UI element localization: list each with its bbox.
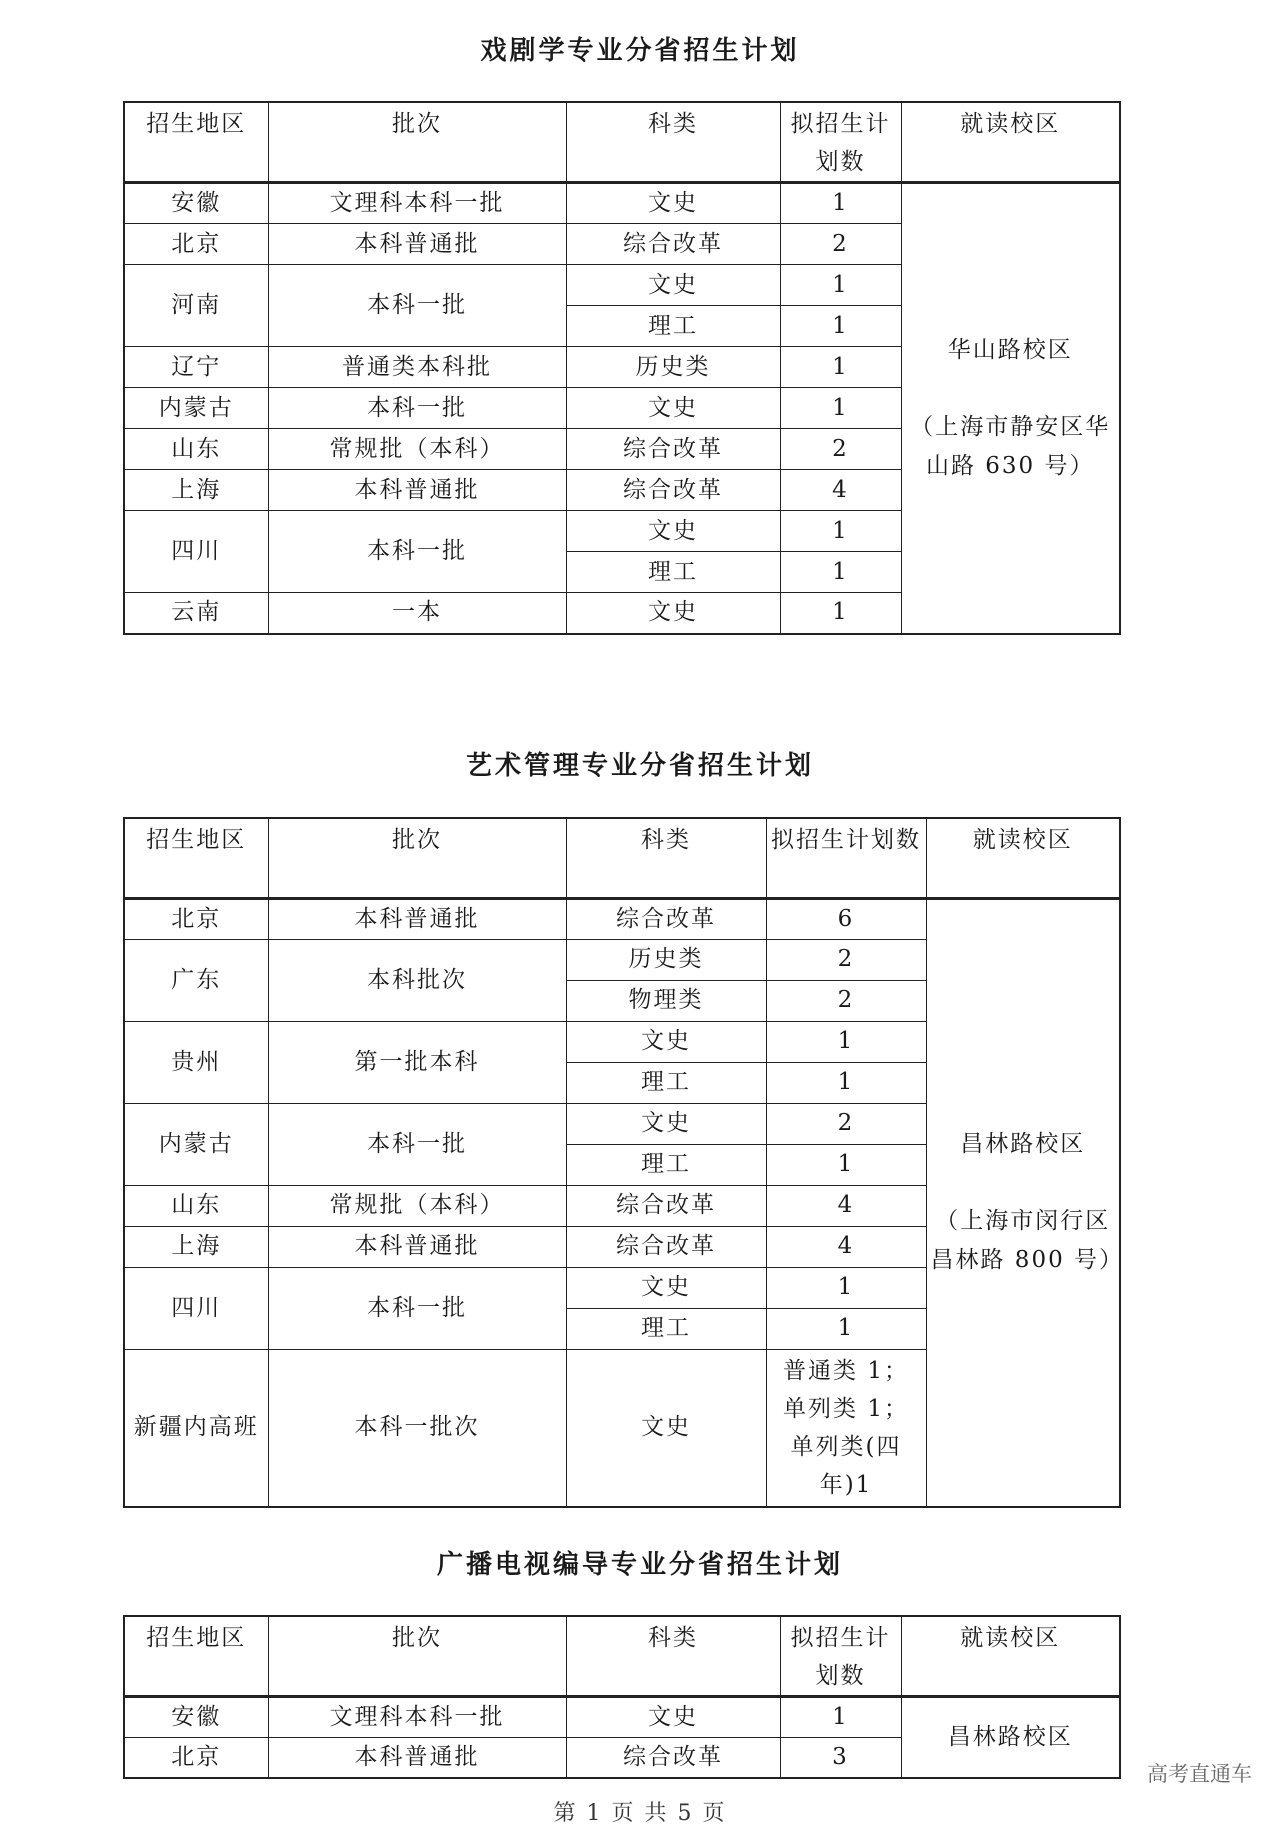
batch-cell: 文理科本科一批 xyxy=(268,1697,566,1738)
region-cell: 内蒙古 xyxy=(124,388,268,429)
count-cell: 4 xyxy=(766,1185,926,1226)
watermark-text: 高考直通车 xyxy=(1147,1762,1252,1786)
region-cell: 安徽 xyxy=(124,183,268,224)
category-cell: 文史 xyxy=(566,511,780,552)
category-cell: 历史类 xyxy=(566,939,766,980)
region-header: 招生地区 xyxy=(124,1616,268,1697)
count-cell: 1 xyxy=(780,388,901,429)
region-cell: 广东 xyxy=(124,939,268,1021)
batch-cell: 本科一批 xyxy=(268,265,566,347)
category-cell: 综合改革 xyxy=(566,1185,766,1226)
batch-cell: 常规批（本科） xyxy=(268,429,566,470)
campus-cell xyxy=(901,1697,1120,1779)
table-title: 艺术管理专业分省招生计划 xyxy=(465,751,814,781)
count-cell: 4 xyxy=(780,470,901,511)
region-cell: 北京 xyxy=(124,224,268,265)
category-cell: 文史 xyxy=(566,1697,780,1738)
region-cell: 新疆内高班 xyxy=(124,1349,268,1507)
count-cell: 1 xyxy=(766,1267,926,1308)
count-cell: 2 xyxy=(780,224,901,265)
category-cell: 文史 xyxy=(566,183,780,224)
campus-cell xyxy=(926,898,1125,1507)
batch-cell: 本科普通批 xyxy=(268,1226,566,1267)
batch-header: 批次 xyxy=(268,1616,566,1697)
count-cell: 1 xyxy=(780,511,901,552)
category-cell: 综合改革 xyxy=(566,429,780,470)
region-header: 招生地区 xyxy=(124,102,268,183)
region-cell: 四川 xyxy=(124,511,268,593)
count-header: 拟招生计划数 xyxy=(780,102,901,183)
campus-name: 华山路校区 xyxy=(947,336,1073,363)
count-cell: 2 xyxy=(766,980,926,1021)
count-cell: 普通类 1；单列类 1；单列类(四年)1 xyxy=(766,1349,926,1507)
category-cell: 理工 xyxy=(566,1144,766,1185)
category-cell: 理工 xyxy=(566,552,780,593)
batch-cell: 一本 xyxy=(268,593,566,634)
campus-name: 昌林路校区 xyxy=(960,1131,1086,1158)
category-cell: 文史 xyxy=(566,265,780,306)
batch-cell: 本科普通批 xyxy=(268,224,566,265)
category-cell: 综合改革 xyxy=(566,224,780,265)
count-cell: 2 xyxy=(766,939,926,980)
count-cell: 1 xyxy=(766,1144,926,1185)
batch-cell: 本科一批 xyxy=(268,1267,566,1349)
region-cell: 四川 xyxy=(124,1267,268,1349)
region-cell: 上海 xyxy=(124,470,268,511)
header-row xyxy=(124,818,1120,898)
region-cell: 辽宁 xyxy=(124,347,268,388)
count-cell: 1 xyxy=(780,347,901,388)
count-cell: 1 xyxy=(780,265,901,306)
batch-header: 批次 xyxy=(268,818,566,898)
batch-cell: 本科一批 xyxy=(268,1103,566,1185)
campus-header: 就读校区 xyxy=(901,1616,1120,1697)
batch-cell: 本科批次 xyxy=(268,939,566,1021)
campus-cell xyxy=(901,183,1120,634)
region-header: 招生地区 xyxy=(124,818,268,898)
count-header: 拟招生计划数 xyxy=(780,1616,901,1697)
category-header: 科类 xyxy=(566,818,766,898)
category-cell: 理工 xyxy=(566,1308,766,1349)
table-title: 广播电视编导专业分省招生计划 xyxy=(436,1550,843,1580)
region-cell: 安徽 xyxy=(124,1697,268,1738)
category-header: 科类 xyxy=(566,102,780,183)
count-cell: 2 xyxy=(780,429,901,470)
count-cell: 6 xyxy=(766,898,926,939)
batch-cell: 本科普通批 xyxy=(268,1738,566,1779)
region-cell: 北京 xyxy=(124,898,268,939)
count-cell: 1 xyxy=(780,183,901,224)
batch-cell: 本科一批 xyxy=(268,388,566,429)
category-cell: 文史 xyxy=(566,593,780,634)
table-row xyxy=(124,183,1120,224)
count-cell: 1 xyxy=(780,306,901,347)
count-cell: 4 xyxy=(766,1226,926,1267)
batch-cell: 文理科本科一批 xyxy=(268,183,566,224)
campus-address: （上海市闵行区昌林路 800 号） xyxy=(930,1208,1125,1274)
count-cell: 1 xyxy=(780,593,901,634)
enrollment-table xyxy=(123,101,1121,635)
header-row xyxy=(124,1616,1120,1697)
count-cell: 3 xyxy=(780,1738,901,1779)
campus-header: 就读校区 xyxy=(926,818,1120,898)
count-cell: 1 xyxy=(766,1308,926,1349)
enrollment-table xyxy=(123,1615,1121,1779)
batch-cell: 普通类本科批 xyxy=(268,347,566,388)
category-cell: 文史 xyxy=(566,1021,766,1062)
campus-header: 就读校区 xyxy=(901,102,1120,183)
category-cell: 文史 xyxy=(566,1103,766,1144)
count-cell: 1 xyxy=(780,1697,901,1738)
category-cell: 文史 xyxy=(566,1349,766,1507)
region-cell: 北京 xyxy=(124,1738,268,1779)
category-cell: 综合改革 xyxy=(566,898,766,939)
category-cell: 历史类 xyxy=(566,347,780,388)
table-row xyxy=(124,898,1120,939)
batch-cell: 本科一批 xyxy=(268,511,566,593)
region-cell: 上海 xyxy=(124,1226,268,1267)
region-cell: 河南 xyxy=(124,265,268,347)
enrollment-table xyxy=(123,817,1125,1508)
campus-name: 昌林路校区 xyxy=(947,1724,1073,1750)
category-header: 科类 xyxy=(566,1616,780,1697)
category-cell: 文史 xyxy=(566,1267,766,1308)
count-cell: 1 xyxy=(766,1021,926,1062)
region-cell: 内蒙古 xyxy=(124,1103,268,1185)
batch-cell: 本科普通批 xyxy=(268,898,566,939)
region-cell: 山东 xyxy=(124,1185,268,1226)
category-cell: 综合改革 xyxy=(566,1226,766,1267)
batch-cell: 本科普通批 xyxy=(268,470,566,511)
page-footer: 第 1 页 共 5 页 xyxy=(553,1801,727,1826)
region-cell: 云南 xyxy=(124,593,268,634)
region-cell: 贵州 xyxy=(124,1021,268,1103)
category-cell: 理工 xyxy=(566,306,780,347)
count-header: 拟招生计划数 xyxy=(766,818,926,898)
batch-cell: 第一批本科 xyxy=(268,1021,566,1103)
batch-cell: 本科一批次 xyxy=(268,1349,566,1507)
category-cell: 综合改革 xyxy=(566,1738,780,1779)
table-title: 戏剧学专业分省招生计划 xyxy=(480,36,800,66)
batch-header: 批次 xyxy=(268,102,566,183)
campus-address: （上海市静安区华山路 630 号） xyxy=(910,413,1111,479)
category-cell: 文史 xyxy=(566,388,780,429)
count-cell: 1 xyxy=(780,552,901,593)
count-cell: 1 xyxy=(766,1062,926,1103)
category-cell: 理工 xyxy=(566,1062,766,1103)
category-cell: 物理类 xyxy=(566,980,766,1021)
category-cell: 综合改革 xyxy=(566,470,780,511)
header-row xyxy=(124,102,1120,183)
batch-cell: 常规批（本科） xyxy=(268,1185,566,1226)
region-cell: 山东 xyxy=(124,429,268,470)
count-cell: 2 xyxy=(766,1103,926,1144)
table-row xyxy=(124,1697,1120,1738)
